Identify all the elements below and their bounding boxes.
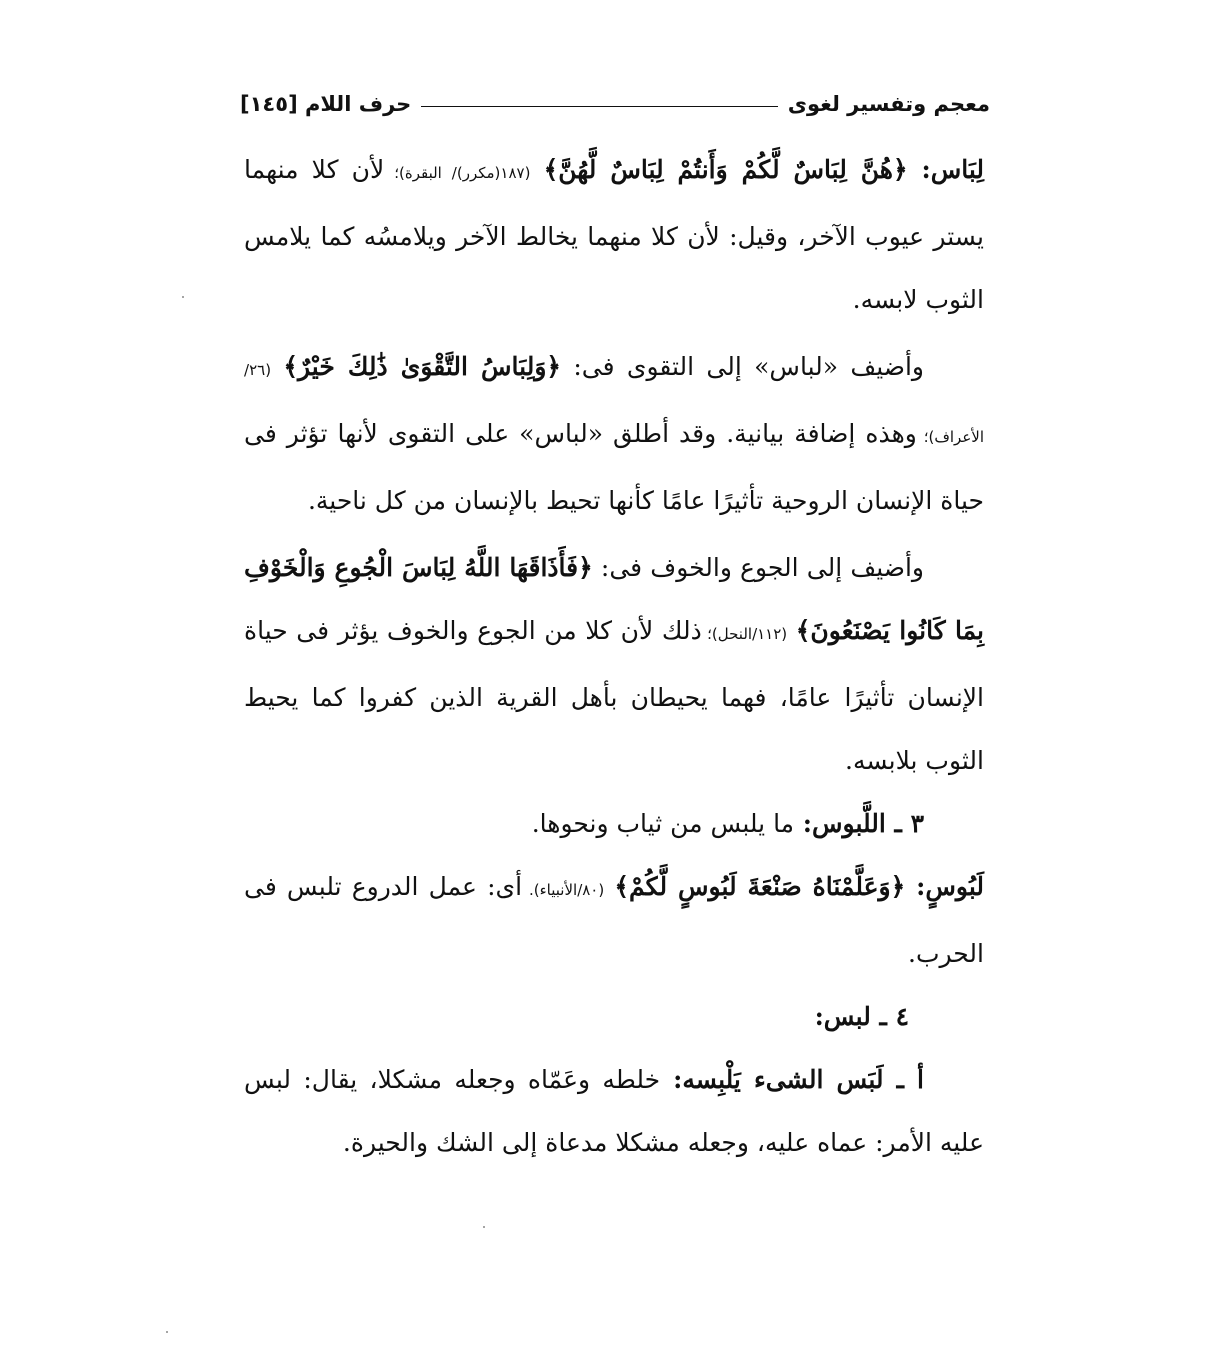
quran-verse: ﴿وَلِبَاسُ التَّقْوَىٰ ذَٰلِكَ خَيْرٌ﴾ [283,352,562,381]
header-rule [421,106,777,107]
quran-verse: ﴿وَعَلَّمْنَاهُ صَنْعَةَ لَبُوسٍ لَّكُمْ﴾ [614,872,906,901]
verse-reference: (١١٢/النحل)؛ [701,625,788,643]
entry-text: خلطه وعَمّاه وجعله مشكلا، يقال: لبس عليه الأمر: عماه عليه، وجعله مشكلا مدعاة إلى الشك والحيرة. [244,1065,984,1157]
verse-reference: (٨٠/الأنبياء). [522,881,605,899]
entry-term: ٤ ـ لبس: [814,1002,909,1031]
entry-term: ٣ ـ اللَّبوس: [794,809,924,838]
page-body [244,138,984,1174]
entry-text: أى: عمل الدروع تلبس فى الحرب. [244,872,984,968]
entry-text: وهذه إضافة بيانية. وقد أطلق «لباس» على التقوى لأنها تؤثر فى حياة الإنسان الروحية تأثيرًا عامًا كأنها تحيط بالإنسان من كل ناحية. [244,419,984,515]
book-title: معجم وتفسير لغوى [787,92,990,116]
chapter-page-label: حرف اللام [١٤٥] [240,92,412,116]
quran-verse: ﴿فَأَذَاقَهَا اللَّهُ لِبَاسَ الْجُوعِ وَالْخَوْفِ بِمَا كَانُوا يَصْنَعُونَ﴾ [244,553,985,645]
entry-libas [244,138,984,331]
scan-speck [483,1226,485,1228]
scan-speck [182,296,184,298]
entry-libas-jou [244,536,984,792]
verse-reference: (١٨٧(مكرر)/ البقرة)؛ [384,164,531,182]
scan-speck [166,1331,168,1333]
page-header [240,86,990,122]
entry-term: أ ـ لَبَس الشىء يَلْبِسه: [660,1065,924,1094]
entry-term: لَبُوسٍ: [905,872,985,901]
entry-term: لِبَاس: [907,155,985,184]
entry-laboos [244,792,984,855]
entry-text: ذلك لأن كلا من الجوع والخوف يؤثر فى حياة الإنسان تأثيرًا عامًا، فهما يحيطان بأهل القرية الذين كفروا كما يحيط الثوب بلابسه. [244,616,984,775]
entry-text: لأن كلا منهما يستر عيوب الآخر، وقيل: لأن كلا منهما يخالط الآخر ويلامسُه كما يلامس الثوب لابسه. [244,155,985,314]
entry-libas-taqwa [244,335,984,532]
verse-reference: (٢٦/الأعراف)؛ [244,361,984,446]
entry-text: ما يلبس من ثياب ونحوها. [531,809,795,838]
entry-lead: وأضيف «لباس» إلى التقوى فى: [561,352,924,381]
entry-lead: وأضيف إلى الجوع والخوف فى: [592,553,924,582]
quran-verse: ﴿هُنَّ لِبَاسٌ لَّكُمْ وَأَنتُمْ لِبَاسٌ لَّهُنَّ﴾ [543,155,908,184]
entry-labas [244,1048,984,1174]
entry-laboosin [244,855,984,985]
entry-labs-heading [244,985,984,1048]
